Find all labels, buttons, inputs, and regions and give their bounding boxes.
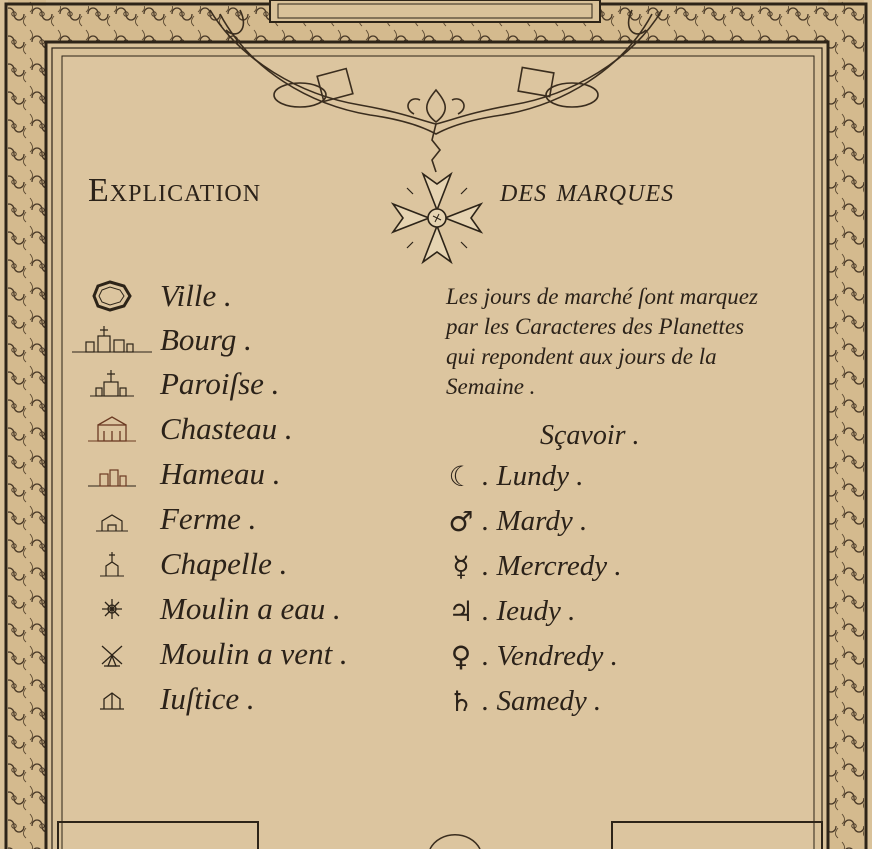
- castle-icon: [72, 411, 152, 447]
- legend-row-iustice: [72, 679, 255, 719]
- mercury-icon: ☿: [452, 549, 470, 583]
- day-label: . Lundy .: [482, 459, 584, 492]
- fortified-town-icon: [72, 278, 152, 314]
- legend-label: Moulin a eau .: [160, 591, 341, 626]
- day-row-mercredy: [440, 546, 622, 586]
- scavoir-heading: Sçavoir .: [540, 420, 640, 451]
- legend-row-moulin-eau: [72, 589, 341, 629]
- saturn-icon: ♄: [448, 684, 474, 718]
- gallows-icon: [72, 681, 152, 717]
- mars-icon: ♂: [448, 504, 474, 538]
- legend-row-ville: [72, 276, 232, 316]
- legend-row-chasteau: [72, 409, 293, 449]
- legend-label: Paroiſse .: [160, 366, 280, 401]
- jupiter-icon: ♃: [448, 594, 474, 628]
- legend-label: Chasteau .: [160, 411, 293, 446]
- legend-label: Ferme .: [160, 501, 257, 536]
- legend-label: Bourg .: [160, 322, 252, 357]
- day-label: . Vendredy .: [482, 639, 618, 672]
- day-row-vendredy: [440, 636, 618, 676]
- title-explication: Explication: [88, 172, 262, 209]
- note-line: par les Caracteres des Planettes: [446, 314, 745, 339]
- watermill-icon: [72, 591, 152, 627]
- town-with-church-icon: [72, 322, 152, 358]
- legend-label: Chapelle .: [160, 546, 288, 581]
- legend-row-moulin-vent: [72, 634, 348, 674]
- legend-row-chapelle: [72, 544, 287, 584]
- day-row-samedy: [440, 681, 601, 721]
- windmill-icon: [72, 636, 152, 672]
- hamlet-icon: [72, 456, 152, 492]
- note-line: Les jours de marché ſont marquez: [446, 284, 758, 309]
- day-label: . Mardy .: [482, 504, 588, 537]
- title-des-marques: des marques: [500, 172, 675, 209]
- day-row-ieudy: [440, 591, 575, 631]
- note-line: Semaine .: [446, 374, 536, 399]
- legend-label: Iuſtice .: [160, 681, 255, 716]
- day-row-lundy: [440, 456, 584, 496]
- day-label: . Samedy .: [482, 684, 602, 717]
- legend-row-paroisse: [72, 364, 279, 404]
- legend-row-bourg: [72, 320, 252, 360]
- legend-label: Moulin a vent .: [160, 636, 348, 671]
- legend-label: Hameau .: [160, 456, 281, 491]
- legend-row-ferme: [72, 499, 256, 539]
- chapel-icon: [72, 546, 152, 582]
- legend-label: Ville .: [160, 278, 232, 313]
- venus-icon: ♀: [450, 639, 472, 673]
- legend-row-hameau: [72, 454, 281, 494]
- moon-icon: ☾: [448, 459, 474, 493]
- day-label: . Mercredy .: [482, 549, 622, 582]
- note-line: qui repondent aux jours de la: [446, 344, 717, 369]
- market-days-note: [446, 282, 821, 402]
- day-label: . Ieudy .: [482, 594, 576, 627]
- parish-church-icon: [72, 366, 152, 402]
- farm-icon: [72, 501, 152, 537]
- day-row-mardy: [440, 501, 587, 541]
